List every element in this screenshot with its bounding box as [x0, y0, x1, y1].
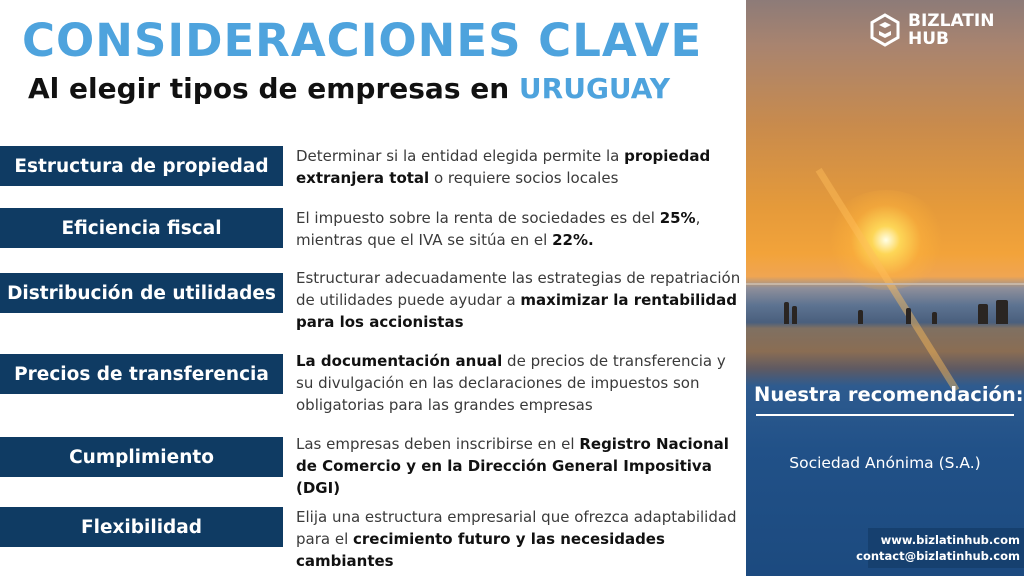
main-title: CONSIDERACIONES CLAVE [22, 14, 703, 67]
person-silhouette [906, 308, 911, 324]
person-silhouette [792, 306, 797, 324]
label-flexibilidad: Flexibilidad [0, 507, 283, 547]
beach-silhouettes [746, 290, 1024, 330]
desc-cumplimiento: Las empresas deben inscribirse en el Registro Nacional de Comercio y en la Dirección General Impositiva (DGI) [296, 435, 729, 497]
person-silhouette [996, 300, 1008, 324]
label-distribucion-utilidades: Distribución de utilidades [0, 273, 283, 313]
label-eficiencia-fiscal: Eficiencia fiscal [0, 208, 283, 248]
subtitle [28, 72, 670, 105]
horizon-line [746, 283, 1024, 285]
label-cumplimiento: Cumplimiento [0, 437, 283, 477]
label-precios-transferencia: Precios de transferencia [0, 354, 283, 394]
recommendation-title: Nuestra recomendación: [754, 383, 1024, 406]
recommendation-divider [756, 414, 1014, 416]
person-silhouette [858, 310, 863, 324]
contact-box [856, 528, 1024, 568]
sunset-beach-photo [746, 0, 1024, 576]
desc-distribucion-utilidades: Estructurar adecuadamente las estrategias de repatriación de utilidades puede ayudar a maximizar la rentabilidad para los accionistas [296, 269, 741, 331]
email-link[interactable]: contact@bizlatinhub.com [856, 549, 1020, 563]
subtitle-prefix: Al elegir tipos de empresas en [28, 72, 519, 105]
recommendation-value: Sociedad Anónima (S.A.) [789, 454, 981, 472]
logo-hexagon-icon [868, 13, 902, 47]
desc-eficiencia-fiscal: El impuesto sobre la renta de sociedades es del 25%, mientras que el IVA se sitúa en el 22%. [296, 209, 701, 249]
logo-wordmark: BIZLATIN HUB [908, 11, 995, 49]
label-estructura-propiedad: Estructura de propiedad [0, 146, 283, 186]
desc-estructura-propiedad: Determinar si la entidad elegida permite la propiedad extranjera total o requiere socios locales [296, 147, 711, 187]
subtitle-country: URUGUAY [518, 72, 671, 105]
person-silhouette [978, 304, 988, 324]
bizlatinhub-logo [868, 12, 994, 48]
website-link[interactable]: www.bizlatinhub.com [880, 533, 1020, 547]
person-silhouette [932, 312, 937, 324]
desc-precios-transferencia: La documentación anual de precios de transferencia y su divulgación en las declaraciones de impuestos son obligatorias para las grandes empresas [296, 352, 726, 414]
desc-flexibilidad: Elija una estructura empresarial que ofrezca adaptabilidad para el crecimiento futuro y las necesidades cambiantes [296, 508, 737, 570]
person-silhouette [784, 302, 789, 324]
